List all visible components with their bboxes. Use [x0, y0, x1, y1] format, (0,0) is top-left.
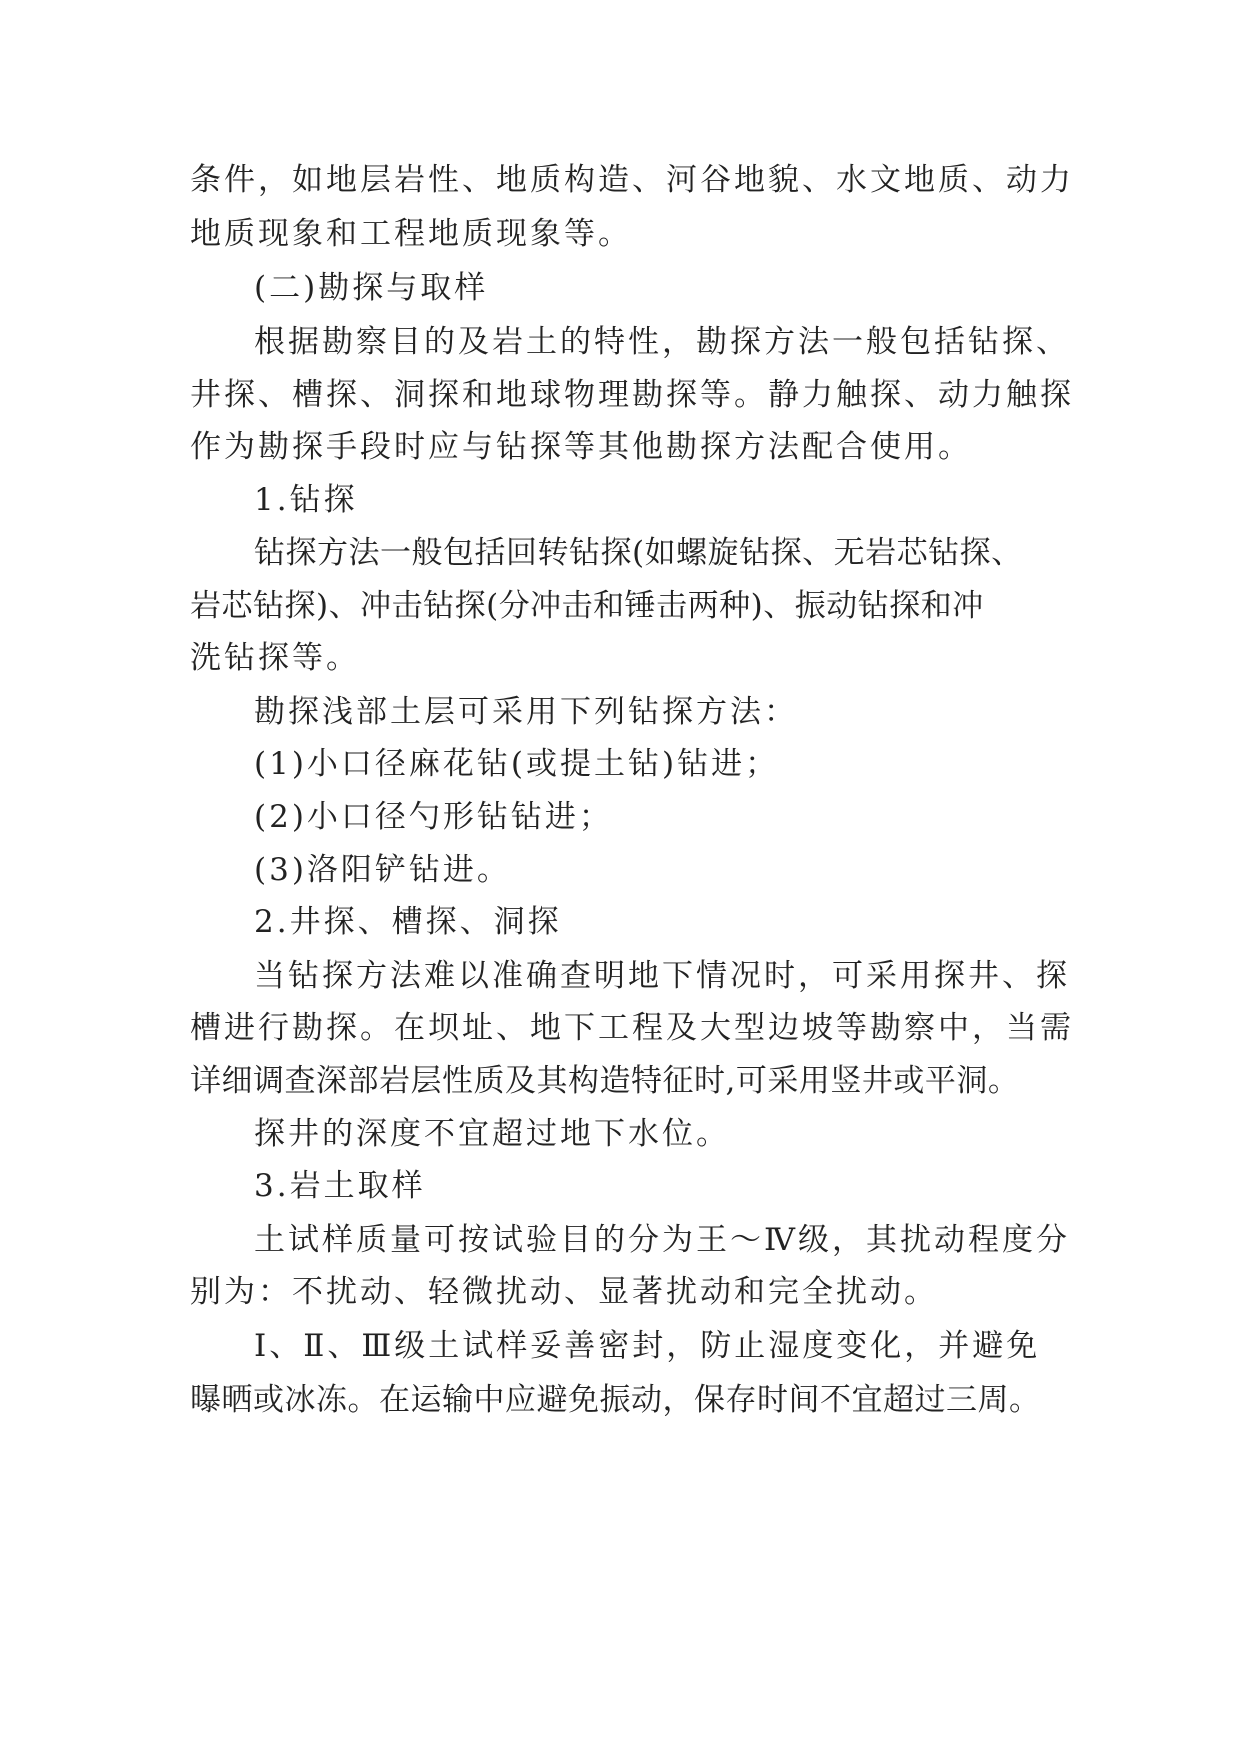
section-heading: (二)勘探与取样 — [254, 270, 489, 306]
subsection-heading: 1.钻探 — [254, 482, 358, 518]
text-line: 岩芯钻探)、冲击钻探(分冲击和锤击两种)、振动钻探和冲 — [190, 588, 984, 624]
subsection-heading: 2.井探、槽探、洞探 — [254, 904, 562, 940]
paragraph-line: 当钻探方法难以准确查明地下情况时，可采用探井、探 — [254, 958, 1070, 994]
list-item: (3)洛阳铲钻进。 — [254, 852, 511, 888]
text-line: 别为：不扰动、轻微扰动、显著扰动和完全扰动。 — [190, 1274, 938, 1310]
paragraph-line: 钻探方法一般包括回转钻探(如螺旋钻探、无岩芯钻探、 — [254, 535, 1023, 571]
text-line: 作为勘探手段时应与钻探等其他勘探方法配合使用。 — [190, 429, 972, 465]
text-line: 详细调查深部岩层性质及其构造特征时,可采用竖井或平洞。 — [190, 1063, 1020, 1099]
subsection-heading: 3.岩土取样 — [254, 1168, 426, 1204]
list-item: (1)小口径麻花钻(或提土钻)钻进； — [254, 746, 780, 782]
text-line: 地质现象和工程地质现象等。 — [190, 216, 632, 252]
paragraph-line: Ⅰ、Ⅱ、Ⅲ级土试样妥善密封，防止湿度变化，并避免 — [254, 1328, 1041, 1364]
text-line: 槽进行勘探。在坝址、地下工程及大型边坡等勘察中，当需 — [190, 1010, 1074, 1046]
text-line: 井探、槽探、洞探和地球物理勘探等。静力触探、动力触探 — [190, 377, 1074, 413]
paragraph-line: 勘探浅部土层可采用下列钻探方法： — [254, 694, 798, 730]
text-line: 洗钻探等。 — [190, 640, 360, 676]
paragraph-line: 探井的深度不宜超过地下水位。 — [254, 1116, 730, 1152]
paragraph-line: 根据勘察目的及岩土的特性，勘探方法一般包括钻探、 — [254, 324, 1070, 360]
text-line: 条件，如地层岩性、地质构造、河谷地貌、水文地质、动力 — [190, 162, 1074, 198]
text-line: 曝晒或冰冻。在运输中应避免振动，保存时间不宜超过三周。 — [190, 1382, 1041, 1418]
paragraph-line: 土试样质量可按试验目的分为王～Ⅳ级，其扰动程度分 — [254, 1222, 1070, 1258]
list-item: (2)小口径勺形钻钻进； — [254, 799, 613, 835]
